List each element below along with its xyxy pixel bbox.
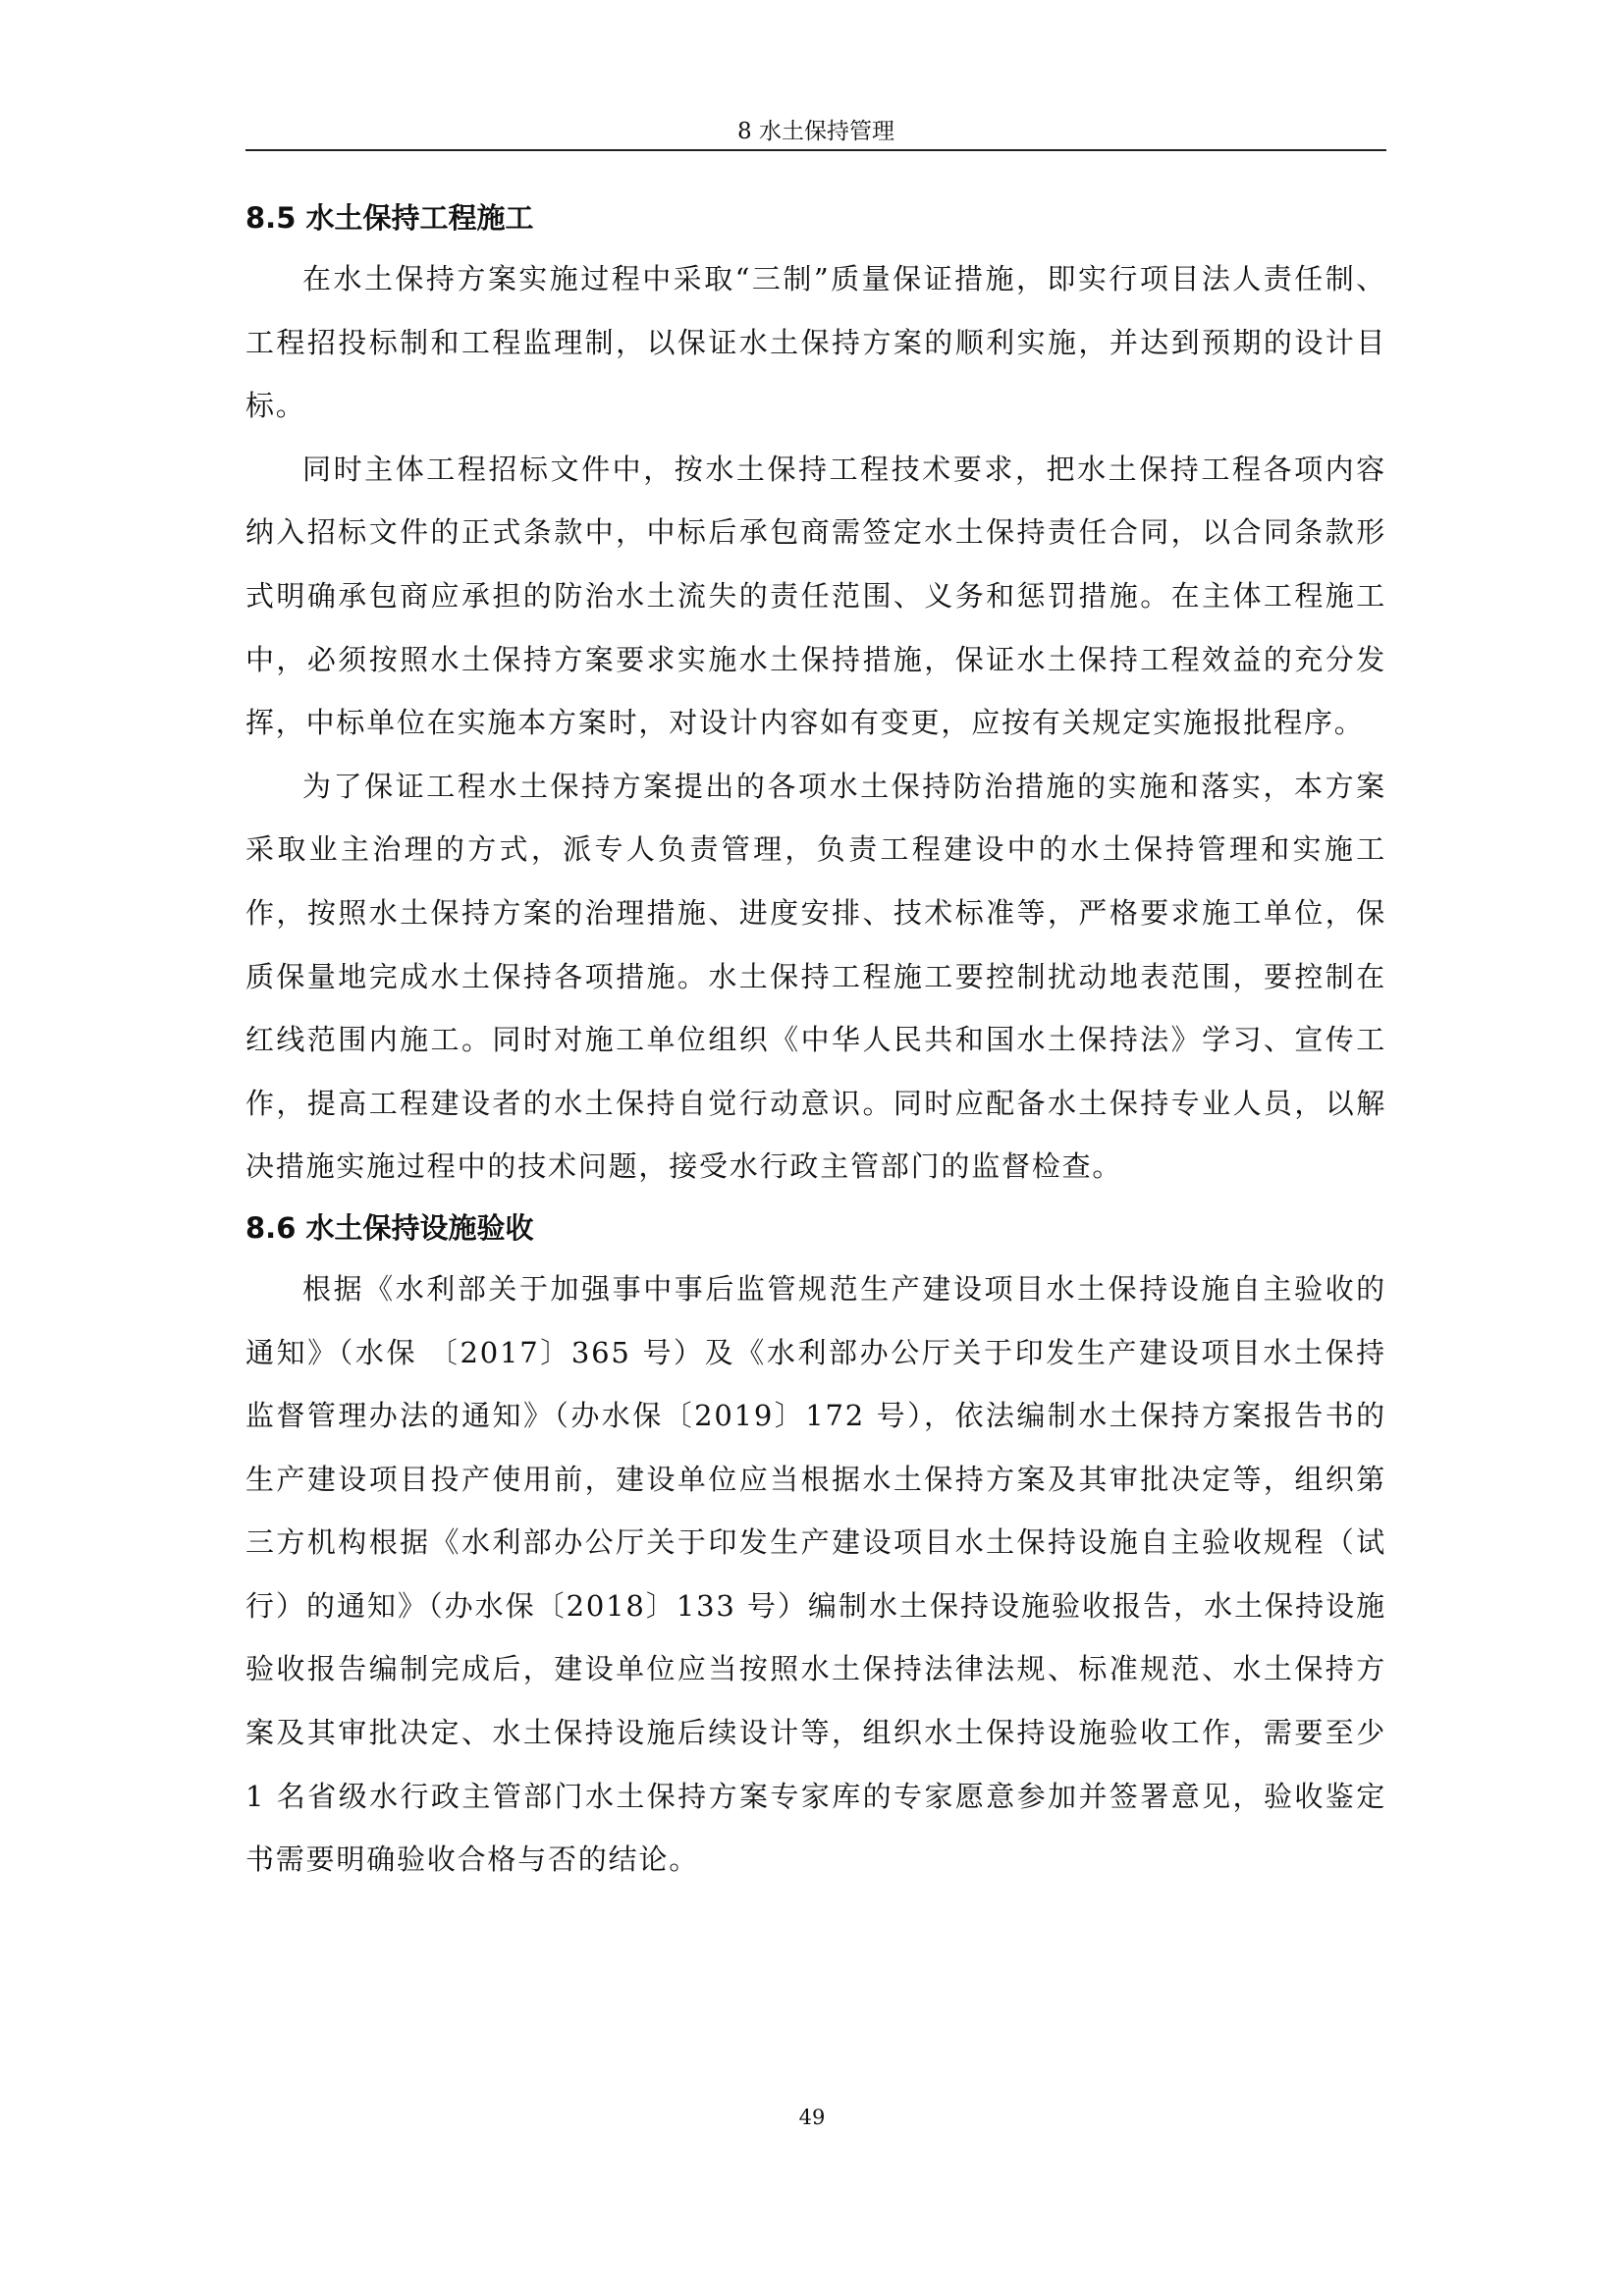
- section-heading: 8.6 水土保持设施验收: [245, 1210, 534, 1245]
- paragraph: 同时主体工程招标文件中，按水土保持工程技术要求，把水土保持工程各项内容纳入招标文件的正式条款中，中标后承包商需签定水土保持责任合同，以合同条款形式明确承包商应承担的防治水土流失的责任范围、义务和惩罚措施。在主体工程施工中，必须按照水土保持方案要求实施水土保持措施，保证水土保持工程效益的充分发挥，中标单位在实施本方案时，对设计内容如有变更，应按有关规定实施报批程序。: [245, 452, 1386, 740]
- document-body: [245, 188, 1386, 1892]
- section-8-5: [245, 188, 1386, 1199]
- page-header: [245, 114, 1386, 151]
- paragraph: 为了保证工程水土保持方案提出的各项水土保持防治措施的实施和落实，本方案采取业主治理的方式，派专人负责管理，负责工程建设中的水土保持管理和实施工作，按照水土保持方案的治理措施、进度安排、技术标准等，严格要求施工单位，保质保量地完成水土保持各项措施。水土保持工程施工要控制扰动地表范围，要控制在红线范围内施工。同时对施工单位组织《中华人民共和国水土保持法》学习、宣传工作，提高工程建设者的水土保持自觉行动意识。同时应配备水土保持专业人员，以解决措施实施过程中的技术问题，接受水行政主管部门的监督检查。: [245, 769, 1386, 1184]
- paragraph: 在水土保持方案实施过程中采取“三制”质量保证措施，即实行项目法人责任制、工程招投标制和工程监理制，以保证水土保持方案的顺利实施，并达到预期的设计目标。: [245, 262, 1386, 423]
- header-title: 8 水土保持管理: [737, 119, 894, 144]
- section-8-6: [245, 1199, 1386, 1892]
- paragraph: 根据《水利部关于加强事中事后监管规范生产建设项目水土保持设施自主验收的通知》（水保 〔2017〕365 号）及《水利部办公厅关于印发生产建设项目水土保持监督管理办法的通知》（办水保〔2019〕172 号），依法编制水土保持方案报告书的生产建设项目投产使用前，建设单位应当根据水土保持方案及其审批决定等，组织第三方机构根据《水利部办公厅关于印发生产建设项目水土保持设施自主验收规程（试行）的通知》（办水保〔2018〕133 号）编制水土保持设施验收报告，水土保持设施验收报告编制完成后，建设单位应当按照水土保持法律法规、标准规范、水土保持方案及其审批决定、水土保持设施后续设计等，组织水土保持设施验收工作，需要至少 1 名省级水行政主管部门水土保持方案专家库的专家愿意参加并签署意见，验收鉴定书需要明确验收合格与否的结论。: [245, 1271, 1386, 1877]
- section-heading: 8.5 水土保持工程施工: [245, 201, 534, 235]
- page-number: 49: [798, 2106, 826, 2129]
